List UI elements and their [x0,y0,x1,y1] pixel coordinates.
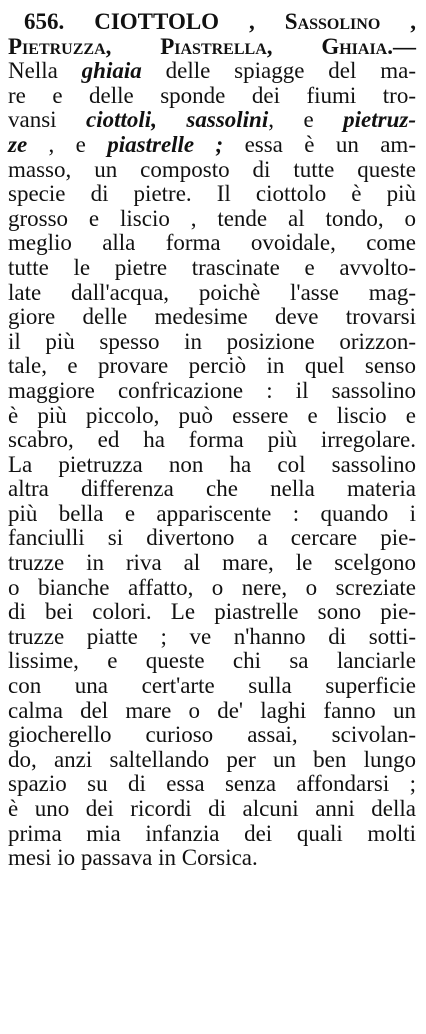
italic-term: ciottoli, sassolini [86,107,269,133]
text-line [8,723,416,748]
text-run: più bella e appariscente : quando i [8,500,416,526]
text-run: il più spesso in posizione orizzon- [8,328,416,354]
text-line [8,699,416,724]
text-line [8,526,416,551]
text-run: prima mia infanzia dei quali molti [8,820,416,846]
text-line [8,404,416,429]
text-line [8,822,416,847]
text-run: grosso e liscio , tende al tondo, o [8,205,416,231]
text-line [8,108,416,133]
text-line [8,354,416,379]
text-run: tale, e provare perciò in quel senso [8,353,416,379]
text-run: scabro, ed ha forma più irregolare. [8,427,416,453]
text-run: o bianche affatto, o nere, o screziate [8,574,416,600]
text-line [8,477,416,502]
text-run: masso, un composto di tutte queste [8,156,416,182]
text-line [8,453,416,478]
text-line [8,772,416,797]
text-line [8,207,416,232]
text-run: mesi io passava in Corsica. [8,845,258,871]
text-run: late dall'acqua, poichè l'asse mag- [8,279,416,305]
text-line [8,625,416,650]
text-line [8,649,416,674]
text-line [8,59,416,84]
text-run: specie di pietre. Il ciottolo è più [8,181,416,207]
text-run: — [393,33,416,59]
text-run: truzze piatte ; ve n'hanno di sotti- [8,623,416,649]
text-run: , e [268,107,344,133]
text-line [8,182,416,207]
text-run: Nella [8,58,82,84]
text-line [8,158,416,183]
text-run: è uno dei ricordi di alcuni anni della [8,796,416,821]
text-line [8,281,416,306]
text-line [8,330,416,355]
text-line [8,10,416,35]
text-run: truzze in riva al mare, le scelgono [8,550,416,576]
italic-term: pietruz- [343,107,416,133]
text-run: meglio alla forma ovoidale, come [8,230,416,256]
text-line [8,305,416,330]
text-run: maggiore confricazione : il sassolino [8,377,416,403]
text-run: delle spiagge del ma- [141,58,416,84]
text-run: altra differenza che nella materia [8,476,416,502]
text-run: spazio su di essa senza affondarsi ; [8,771,416,797]
text-line [8,674,416,699]
text-line [8,133,416,158]
text-run: essa è un am- [223,131,416,157]
text-run: lissime, e queste chi sa lanciarle [8,648,416,674]
text-line [8,35,416,60]
text-run: , [380,9,417,34]
text-line [8,428,416,453]
text-line [8,84,416,109]
text-line [8,846,416,871]
text-line [8,797,416,822]
synonym-heading: Pietruzza, Piastrella, Ghiaia. [8,33,393,59]
text-run: La pietruzza non ha col sassolino [8,451,416,477]
text-run: è più piccolo, può essere e liscio e [8,402,416,428]
text-line [8,256,416,281]
text-line [8,551,416,576]
text-run: tutte le pietre trascinate e avvolto- [8,254,416,280]
text-line [8,600,416,625]
text-line [8,502,416,527]
text-line [8,576,416,601]
text-run: re e delle sponde dei fiumi tro- [8,82,416,108]
text-run: , e [27,131,108,157]
synonym-heading: Sassolino [284,9,381,34]
text-run: fanciulli si divertono a cercare pie- [8,525,416,551]
text-line [8,748,416,773]
italic-term: ghiaia [81,58,142,84]
dictionary-entry-656 [8,10,416,871]
italic-term: ze [8,131,28,157]
text-run: giocherello curioso assai, scivolan- [8,722,416,748]
text-line [8,379,416,404]
text-line [8,231,416,256]
text-run: con una cert'arte sulla superficie [8,673,416,699]
text-run: giore delle medesime deve trovarsi [8,304,416,330]
text-run: do, anzi saltellando per un ben lungo [8,746,416,772]
text-run: di bei colori. Le piastrelle sono pie- [8,599,416,625]
text-run: vansi [8,107,87,133]
text-run: calma del mare o de' laghi fanno un [8,697,416,723]
italic-term: piastrelle ; [107,131,224,157]
text-run: 656. CIOTTOLO , [24,9,285,34]
